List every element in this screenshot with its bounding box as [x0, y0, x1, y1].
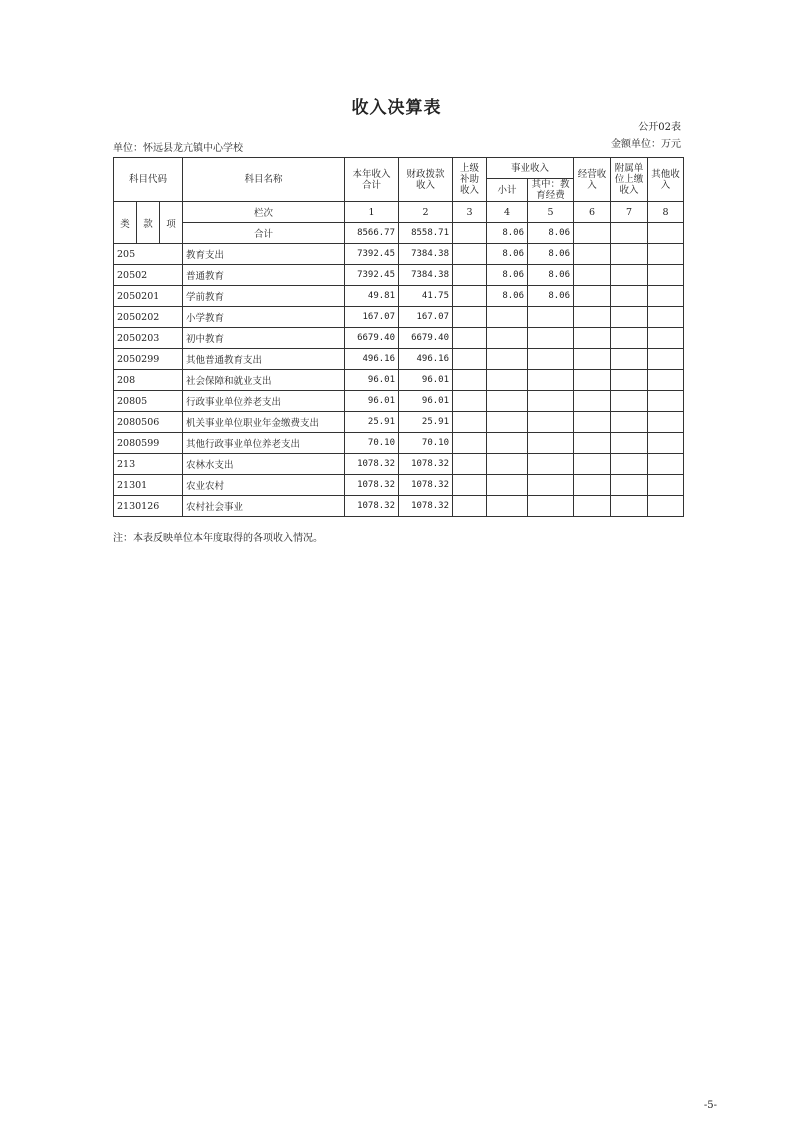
- superior-cell: [453, 454, 487, 475]
- subject-name-cell: 农林水支出: [183, 454, 345, 475]
- amount-unit: 金额单位：万元: [611, 139, 681, 150]
- table-row: [114, 265, 684, 286]
- operating-cell: [574, 370, 611, 391]
- subject-name-header: 科目名称: [183, 158, 345, 202]
- total-superior: [453, 223, 487, 244]
- affiliated-cell: [611, 286, 648, 307]
- superior-cell: [453, 244, 487, 265]
- fiscal-cell: 1078.32: [399, 475, 453, 496]
- superior-cell: [453, 412, 487, 433]
- form-number: 公开02表: [638, 122, 681, 133]
- total-row: [114, 223, 684, 244]
- header-row-1: [114, 158, 684, 179]
- subtotal-cell: [487, 370, 528, 391]
- subject-code-cell: 20805: [114, 391, 183, 412]
- other-cell: [648, 475, 684, 496]
- total-cell: 96.01: [345, 391, 399, 412]
- subject-name-cell: 农村社会事业: [183, 496, 345, 517]
- subject-code-cell: 20502: [114, 265, 183, 286]
- subtotal-cell: [487, 391, 528, 412]
- column-index-row: [114, 202, 684, 223]
- fiscal-allocation-header: 财政拨款收入: [399, 158, 453, 202]
- subject-code-cell: 2050201: [114, 286, 183, 307]
- subject-name-cell: 学前教育: [183, 286, 345, 307]
- table-body: [114, 244, 684, 517]
- edu-fee-cell: [528, 412, 574, 433]
- fiscal-cell: 1078.32: [399, 454, 453, 475]
- superior-cell: [453, 433, 487, 454]
- other-cell: [648, 328, 684, 349]
- table-row: [114, 475, 684, 496]
- operating-cell: [574, 433, 611, 454]
- subject-code-cell: 213: [114, 454, 183, 475]
- total-subtotal: 8.06: [487, 223, 528, 244]
- subject-code-cell: 2080599: [114, 433, 183, 454]
- superior-cell: [453, 349, 487, 370]
- operating-cell: [574, 412, 611, 433]
- superior-cell: [453, 286, 487, 307]
- table-row: [114, 391, 684, 412]
- fiscal-cell: 25.91: [399, 412, 453, 433]
- subtotal-cell: [487, 328, 528, 349]
- total-other: [648, 223, 684, 244]
- affiliated-cell: [611, 328, 648, 349]
- edu-fee-cell: [528, 391, 574, 412]
- subtotal-header: 小计: [487, 179, 528, 202]
- edu-fee-cell: [528, 349, 574, 370]
- subtotal-cell: [487, 412, 528, 433]
- affiliated-cell: [611, 454, 648, 475]
- total-cell: 49.81: [345, 286, 399, 307]
- column-index-2: 2: [399, 202, 453, 223]
- table-row: [114, 370, 684, 391]
- column-index-4: 4: [487, 202, 528, 223]
- fiscal-cell: 496.16: [399, 349, 453, 370]
- other-cell: [648, 349, 684, 370]
- table-row: [114, 412, 684, 433]
- other-cell: [648, 370, 684, 391]
- table-row: [114, 328, 684, 349]
- fiscal-cell: 7384.38: [399, 265, 453, 286]
- subject-code-cell: 21301: [114, 475, 183, 496]
- operating-cell: [574, 265, 611, 286]
- affiliated-cell: [611, 475, 648, 496]
- subtotal-cell: 8.06: [487, 286, 528, 307]
- operating-cell: [574, 454, 611, 475]
- edu-fee-cell: 8.06: [528, 244, 574, 265]
- column-index-8: 8: [648, 202, 684, 223]
- operating-cell: [574, 349, 611, 370]
- subtotal-cell: [487, 454, 528, 475]
- subject-code-cell: 2050299: [114, 349, 183, 370]
- table-row: [114, 286, 684, 307]
- fiscal-cell: 96.01: [399, 391, 453, 412]
- subject-name-cell: 初中教育: [183, 328, 345, 349]
- total-cell: 6679.40: [345, 328, 399, 349]
- other-cell: [648, 433, 684, 454]
- kuan-header: 款: [137, 202, 160, 244]
- affiliated-cell: [611, 496, 648, 517]
- table-row: [114, 433, 684, 454]
- fiscal-cell: 6679.40: [399, 328, 453, 349]
- affiliated-cell: [611, 349, 648, 370]
- subtotal-cell: [487, 496, 528, 517]
- table-row: [114, 307, 684, 328]
- total-income-header: 本年收入合计: [345, 158, 399, 202]
- operating-cell: [574, 475, 611, 496]
- total-cell: 1078.32: [345, 496, 399, 517]
- subject-name-cell: 农业农村: [183, 475, 345, 496]
- affiliated-cell: [611, 391, 648, 412]
- superior-cell: [453, 370, 487, 391]
- operating-cell: [574, 391, 611, 412]
- total-cell: 7392.45: [345, 244, 399, 265]
- subject-code-cell: 205: [114, 244, 183, 265]
- subject-name-cell: 普通教育: [183, 265, 345, 286]
- total-label: 合计: [183, 223, 345, 244]
- edu-fee-cell: [528, 370, 574, 391]
- subject-code-cell: 2080506: [114, 412, 183, 433]
- affiliated-cell: [611, 307, 648, 328]
- subtotal-cell: [487, 307, 528, 328]
- operating-cell: [574, 286, 611, 307]
- edu-fee-cell: 8.06: [528, 265, 574, 286]
- fiscal-cell: 7384.38: [399, 244, 453, 265]
- total-cell: 96.01: [345, 370, 399, 391]
- edu-fee-cell: [528, 496, 574, 517]
- other-cell: [648, 286, 684, 307]
- affiliated-cell: [611, 265, 648, 286]
- education-fee-header: 其中：教育经费: [528, 179, 574, 202]
- lei-header: 类: [114, 202, 137, 244]
- affiliated-cell: [611, 370, 648, 391]
- operating-cell: [574, 328, 611, 349]
- superior-cell: [453, 475, 487, 496]
- total-cell: 70.10: [345, 433, 399, 454]
- edu-fee-cell: [528, 328, 574, 349]
- organization-unit: 单位：怀远县龙亢镇中心学校: [113, 143, 243, 154]
- superior-cell: [453, 307, 487, 328]
- subtotal-cell: 8.06: [487, 265, 528, 286]
- subject-name-cell: 其他行政事业单位养老支出: [183, 433, 345, 454]
- other-cell: [648, 265, 684, 286]
- subtotal-cell: 8.06: [487, 244, 528, 265]
- subject-name-cell: 小学教育: [183, 307, 345, 328]
- subject-code-cell: 2050202: [114, 307, 183, 328]
- total-cell: 25.91: [345, 412, 399, 433]
- affiliated-cell: [611, 244, 648, 265]
- other-cell: [648, 244, 684, 265]
- affiliated-income-header: 附属单位上缴收入: [611, 158, 648, 202]
- total-edu-fee: 8.06: [528, 223, 574, 244]
- subtotal-cell: [487, 475, 528, 496]
- other-cell: [648, 496, 684, 517]
- other-cell: [648, 307, 684, 328]
- total-cell: 167.07: [345, 307, 399, 328]
- subject-name-cell: 其他普通教育支出: [183, 349, 345, 370]
- income-table: [113, 157, 684, 517]
- total-fiscal: 8558.71: [399, 223, 453, 244]
- subject-code-cell: 2130126: [114, 496, 183, 517]
- column-index-5: 5: [528, 202, 574, 223]
- affiliated-cell: [611, 412, 648, 433]
- edu-fee-cell: [528, 454, 574, 475]
- subtotal-cell: [487, 433, 528, 454]
- column-index-1: 1: [345, 202, 399, 223]
- total-cell: 1078.32: [345, 475, 399, 496]
- business-income-header: 事业收入: [487, 158, 574, 179]
- total-cell: 496.16: [345, 349, 399, 370]
- affiliated-cell: [611, 433, 648, 454]
- page-number: -5-: [703, 1100, 717, 1111]
- edu-fee-cell: [528, 307, 574, 328]
- other-income-header: 其他收入: [648, 158, 684, 202]
- superior-cell: [453, 265, 487, 286]
- fiscal-cell: 96.01: [399, 370, 453, 391]
- superior-cell: [453, 328, 487, 349]
- table-row: [114, 349, 684, 370]
- other-cell: [648, 454, 684, 475]
- superior-subsidy-header: 上级补助收入: [453, 158, 487, 202]
- subtotal-cell: [487, 349, 528, 370]
- subject-name-cell: 机关事业单位职业年金缴费支出: [183, 412, 345, 433]
- edu-fee-cell: 8.06: [528, 286, 574, 307]
- edu-fee-cell: [528, 475, 574, 496]
- total-total: 8566.77: [345, 223, 399, 244]
- fiscal-cell: 1078.32: [399, 496, 453, 517]
- other-cell: [648, 412, 684, 433]
- operating-income-header: 经营收入: [574, 158, 611, 202]
- fiscal-cell: 70.10: [399, 433, 453, 454]
- column-index-label: 栏次: [183, 202, 345, 223]
- operating-cell: [574, 307, 611, 328]
- superior-cell: [453, 496, 487, 517]
- fiscal-cell: 41.75: [399, 286, 453, 307]
- table-row: [114, 496, 684, 517]
- page-title: 收入决算表: [351, 98, 442, 118]
- fiscal-cell: 167.07: [399, 307, 453, 328]
- operating-cell: [574, 496, 611, 517]
- total-operating: [574, 223, 611, 244]
- subject-name-cell: 教育支出: [183, 244, 345, 265]
- subject-name-cell: 行政事业单位养老支出: [183, 391, 345, 412]
- total-cell: 1078.32: [345, 454, 399, 475]
- subject-name-cell: 社会保障和就业支出: [183, 370, 345, 391]
- subject-code-cell: 208: [114, 370, 183, 391]
- superior-cell: [453, 391, 487, 412]
- total-cell: 7392.45: [345, 265, 399, 286]
- column-index-7: 7: [611, 202, 648, 223]
- table-row: [114, 244, 684, 265]
- subject-code-header: 科目代码: [114, 158, 183, 202]
- operating-cell: [574, 244, 611, 265]
- subject-code-cell: 2050203: [114, 328, 183, 349]
- column-index-3: 3: [453, 202, 487, 223]
- xiang-header: 项: [160, 202, 183, 244]
- other-cell: [648, 391, 684, 412]
- edu-fee-cell: [528, 433, 574, 454]
- table-row: [114, 454, 684, 475]
- column-index-6: 6: [574, 202, 611, 223]
- table-note: 注：本表反映单位本年度取得的各项收入情况。: [113, 533, 323, 544]
- total-affiliated: [611, 223, 648, 244]
